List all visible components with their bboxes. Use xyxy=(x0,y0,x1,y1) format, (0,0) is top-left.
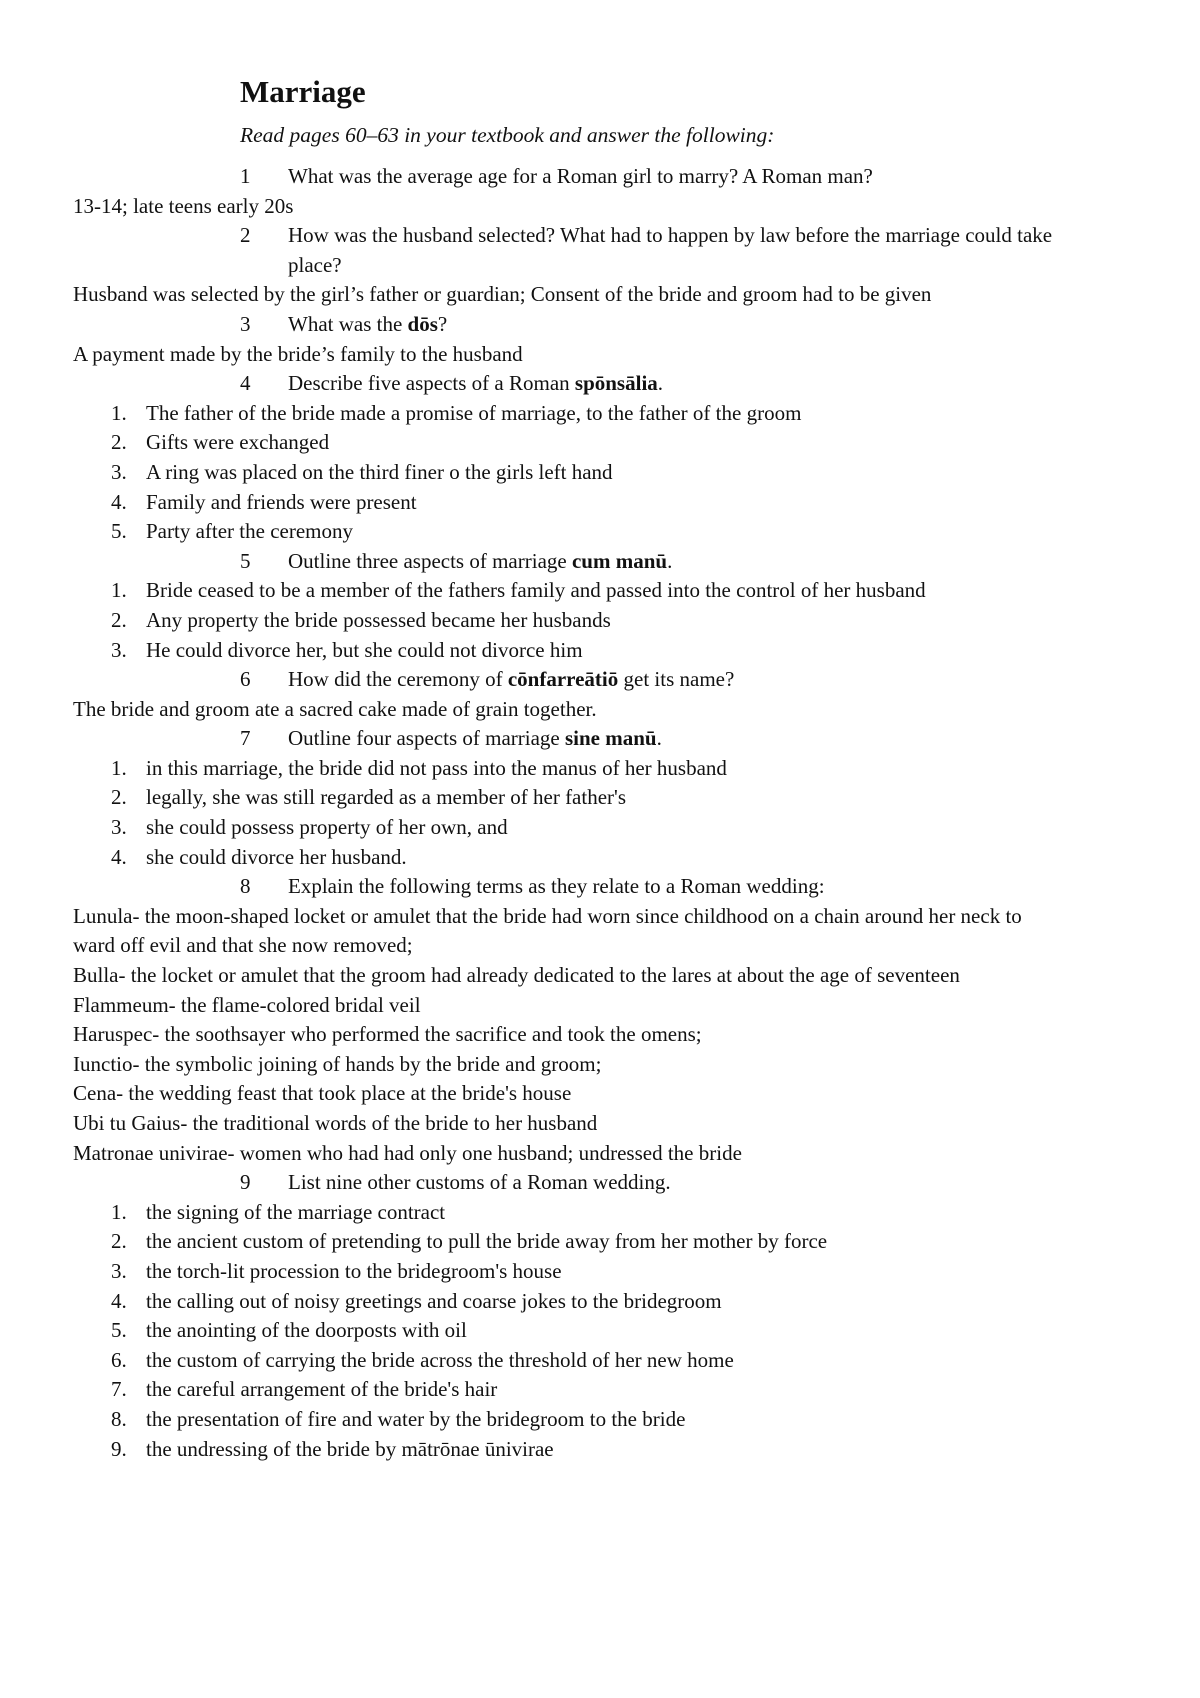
list-item: 9. the undressing of the bride by mātrōnae ūnivirae xyxy=(111,1436,554,1461)
list-item: 4. she could divorce her husband. xyxy=(111,844,407,869)
answer-2: Husband was selected by the girl’s father or guardian; Consent of the bride and groom had to be given xyxy=(73,282,932,307)
question-6 xyxy=(73,665,1073,695)
list-item: 3. A ring was placed on the third finer o the girls left hand xyxy=(111,459,613,484)
instructions: Read pages 60–63 in your textbook and answer the following: xyxy=(240,123,775,147)
answer-4-list xyxy=(73,399,1073,547)
question-number: 6 xyxy=(240,667,251,692)
question-text-start: Outline three aspects of marriage xyxy=(288,548,572,573)
question-1 xyxy=(73,162,1073,192)
list-item: 1. Bride ceased to be a member of the fathers family and passed into the control of her husband xyxy=(111,578,926,603)
question-4 xyxy=(73,369,1073,399)
list-item: 3. she could possess property of her own, and xyxy=(111,815,508,840)
question-8 xyxy=(73,872,1073,902)
question-number: 3 xyxy=(240,311,251,336)
question-9 xyxy=(73,1168,1073,1198)
list-item: 2. the ancient custom of pretending to pull the bride away from her mother by force xyxy=(111,1229,828,1254)
question-text-start: Outline four aspects of marriage xyxy=(288,726,565,751)
question-text-start: What was the xyxy=(288,311,408,336)
question-text-end: ? xyxy=(437,311,448,336)
question-text-end: get its name? xyxy=(618,667,735,692)
list-item: 1. the signing of the marriage contract xyxy=(111,1199,446,1224)
list-item: 6. the custom of carrying the bride across the threshold of her new home xyxy=(111,1347,734,1372)
question-text: List nine other customs of a Roman wedding. xyxy=(288,1170,671,1195)
list-item: 1. The father of the bride made a promise of marriage, to the father of the groom xyxy=(111,400,802,425)
list-item: 5. the anointing of the doorposts with oil xyxy=(111,1318,467,1343)
question-text-start: Describe five aspects of a Roman xyxy=(288,371,575,396)
latin-term: cōnfarreātiō xyxy=(507,667,619,692)
question-number: 4 xyxy=(240,371,251,396)
term-iunctio: Iunctio- the symbolic joining of hands by the bride and groom; xyxy=(73,1051,602,1076)
term-bulla: Bulla- the locket or amulet that the groom had already dedicated to the lares at about the age of seventeen xyxy=(73,963,960,988)
list-item: 4. Family and friends were present xyxy=(111,489,417,514)
list-item: 2. Any property the bride possessed became her husbands xyxy=(111,607,611,632)
question-text-end: . xyxy=(657,371,664,396)
term-matronae-univirae: Matronae univirae- women who had had only one husband; undressed the bride xyxy=(73,1140,742,1165)
question-number: 5 xyxy=(240,548,251,573)
question-text: How was the husband selected? What had to happen by law before the marriage could take place? xyxy=(288,223,1053,277)
question-number: 7 xyxy=(240,726,251,751)
question-7 xyxy=(73,724,1073,754)
term-lunula: Lunula- the moon-shaped locket or amulet that the bride had worn since childhood on a chain around her neck to ward off evil and that she now removed; xyxy=(73,903,1022,958)
list-item: 7. the careful arrangement of the bride's hair xyxy=(111,1377,498,1402)
list-item: 2. Gifts were exchanged xyxy=(111,430,330,455)
list-item: 1. in this marriage, the bride did not pass into the manus of her husband xyxy=(111,755,727,780)
question-number: 2 xyxy=(240,223,251,248)
answer-3: A payment made by the bride’s family to the husband xyxy=(73,341,523,366)
list-item: 3. the torch-lit procession to the bridegroom's house xyxy=(111,1258,562,1283)
answer-5-list xyxy=(73,576,1073,665)
question-number: 8 xyxy=(240,874,251,899)
term-cena: Cena- the wedding feast that took place at the bride's house xyxy=(73,1081,572,1106)
list-item: 5. Party after the ceremony xyxy=(111,519,353,544)
answer-6: The bride and groom ate a sacred cake made of grain together. xyxy=(73,696,597,721)
latin-term: spōnsālia xyxy=(574,371,658,396)
latin-term: sine manū xyxy=(564,726,657,751)
question-5 xyxy=(73,547,1073,577)
latin-term: dōs xyxy=(407,311,438,336)
term-ubi-tu-gaius: Ubi tu Gaius- the traditional words of the bride to her husband xyxy=(73,1111,598,1135)
document-body xyxy=(73,162,1073,1464)
answer-9-list xyxy=(73,1198,1073,1464)
question-text: What was the average age for a Roman girl to marry? A Roman man? xyxy=(288,164,873,188)
answer-1: 13-14; late teens early 20s xyxy=(73,193,294,218)
question-text-end: . xyxy=(667,548,673,573)
list-item: 4. the calling out of noisy greetings and coarse jokes to the bridegroom xyxy=(111,1288,722,1313)
question-number: 1 xyxy=(240,164,251,188)
question-text-start: How did the ceremony of xyxy=(288,667,508,692)
page-title: Marriage xyxy=(240,74,366,109)
question-text-end: . xyxy=(656,726,662,751)
latin-term: cum manū xyxy=(571,548,668,573)
term-flammeum: Flammeum- the flame-colored bridal veil xyxy=(73,992,421,1017)
question-number: 9 xyxy=(240,1170,251,1195)
question-2 xyxy=(73,221,1073,280)
list-item: 2. legally, she was still regarded as a member of her father's xyxy=(111,785,626,810)
list-item: 3. He could divorce her, but she could not divorce him xyxy=(111,637,583,662)
question-text: Explain the following terms as they relate to a Roman wedding: xyxy=(288,874,825,899)
list-item: 8. the presentation of fire and water by the bridegroom to the bride xyxy=(111,1406,686,1431)
term-haruspec: Haruspec- the soothsayer who performed the sacrifice and took the omens; xyxy=(73,1022,702,1047)
answer-7-list xyxy=(73,754,1073,872)
question-3 xyxy=(73,310,1073,340)
